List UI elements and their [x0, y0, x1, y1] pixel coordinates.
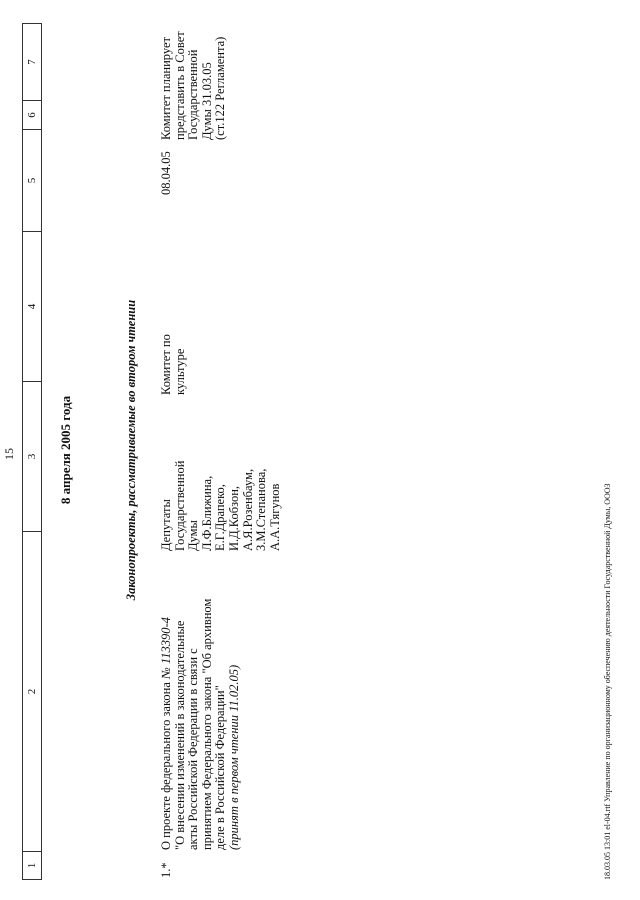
row-note: Комитет планирует представить в Совет Государственной Думы 31.03.05 (ст.122 Регламента) [159, 31, 228, 140]
bill-title-body: "О внесении изменений в законодательные акты Российской Федерации в связи с принятием Федерального закона "Об архивном деле в Российской Федерации" [172, 598, 228, 850]
row-date: 08.04.05 [159, 151, 173, 195]
section-heading: Законопроекты, рассматриваемые во втором чтении [124, 299, 138, 601]
row-number: 1.* [159, 862, 173, 878]
bill-description [160, 550, 242, 850]
initiators: Депутаты Государственной Думы Л.Ф.Ближина, Е.Г.Драпеко, И.Д.Кобзон, А.Я.Розенбаум, З.М.Степанова, А.А.Тягунов [159, 460, 282, 551]
column-number: 3 [23, 381, 41, 531]
adopted-note: (принят в первом чтении 11.02.05) [226, 664, 241, 850]
column-number: 1 [23, 851, 41, 879]
column-number-strip [22, 23, 42, 880]
footer-note: 18.03.05 13:01 el-04.rtf Управление по организационному обеспечению деятельности Государственной Думы, ОООЗ [603, 483, 612, 880]
page-number: 15 [2, 448, 16, 460]
column-number: 6 [23, 100, 41, 129]
column-number: 2 [23, 531, 41, 851]
column-number: 4 [23, 231, 41, 381]
bill-title-lead: О проекте федерального закона [159, 679, 173, 850]
responsible-committee: Комитет по культуре [159, 334, 187, 395]
bill-number: № 113390-4 [159, 617, 173, 679]
column-number: 5 [23, 129, 41, 231]
column-number: 7 [26, 59, 38, 65]
date-heading: 8 апреля 2005 года [58, 395, 73, 505]
